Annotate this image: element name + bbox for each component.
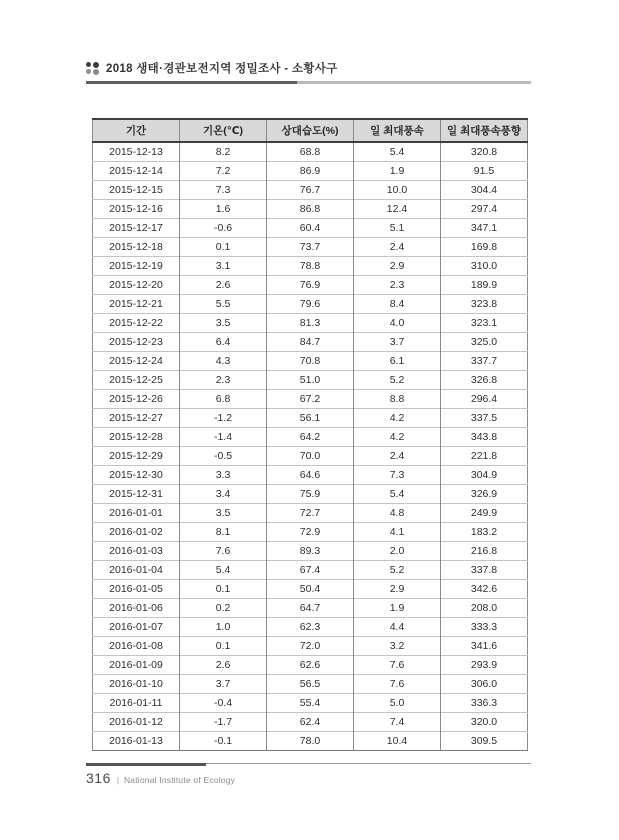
- table-cell: 72.9: [267, 523, 354, 542]
- table-cell: 91.5: [441, 162, 528, 181]
- table-cell: 55.4: [267, 694, 354, 713]
- table-cell: 3.5: [180, 314, 267, 333]
- table-cell: 3.5: [180, 504, 267, 523]
- table-cell: 68.8: [267, 142, 354, 162]
- table-cell: -0.5: [180, 447, 267, 466]
- table-cell: 56.5: [267, 675, 354, 694]
- table-cell: 5.0: [354, 694, 441, 713]
- table-cell: 310.0: [441, 257, 528, 276]
- page-header: [86, 60, 338, 76]
- table-row: [93, 542, 528, 561]
- table-cell: 5.2: [354, 371, 441, 390]
- table-cell: 326.8: [441, 371, 528, 390]
- footer-separator: |: [116, 776, 119, 785]
- table-cell: 2016-01-09: [93, 656, 180, 675]
- table-cell: 3.7: [354, 333, 441, 352]
- table-cell: 2.0: [354, 542, 441, 561]
- table-row: [93, 352, 528, 371]
- table-cell: 2.3: [354, 276, 441, 295]
- dots-grid-icon: [86, 62, 99, 75]
- table-cell: 4.4: [354, 618, 441, 637]
- table-cell: 6.4: [180, 333, 267, 352]
- table-cell: 183.2: [441, 523, 528, 542]
- table-cell: 2.6: [180, 656, 267, 675]
- table-cell: 64.6: [267, 466, 354, 485]
- table-cell: 4.2: [354, 428, 441, 447]
- table-cell: 2015-12-25: [93, 371, 180, 390]
- table-cell: 2016-01-05: [93, 580, 180, 599]
- table-cell: 2015-12-19: [93, 257, 180, 276]
- column-header-max-wind-speed: 일 최대풍속: [354, 119, 441, 142]
- table-cell: 249.9: [441, 504, 528, 523]
- table-row: [93, 713, 528, 732]
- table-row: [93, 428, 528, 447]
- table-row: [93, 675, 528, 694]
- table-cell: 72.7: [267, 504, 354, 523]
- table-cell: 0.1: [180, 637, 267, 656]
- header-divider: [86, 81, 531, 84]
- table-cell: 73.7: [267, 238, 354, 257]
- table-cell: 67.2: [267, 390, 354, 409]
- table-cell: 78.0: [267, 732, 354, 751]
- table-cell: 5.1: [354, 219, 441, 238]
- page-title: 2018 생태·경관보전지역 정밀조사 - 소황사구: [106, 63, 338, 75]
- table-cell: 67.4: [267, 561, 354, 580]
- table-cell: -0.6: [180, 219, 267, 238]
- table-cell: 64.2: [267, 428, 354, 447]
- footer-divider: [86, 763, 531, 766]
- table-row: [93, 333, 528, 352]
- table-cell: 0.2: [180, 599, 267, 618]
- table-cell: 86.9: [267, 162, 354, 181]
- table-row: [93, 390, 528, 409]
- table-cell: -1.4: [180, 428, 267, 447]
- table-cell: 1.0: [180, 618, 267, 637]
- table-cell: 2015-12-14: [93, 162, 180, 181]
- table-row: [93, 580, 528, 599]
- table-header: [93, 119, 528, 142]
- column-header-temperature: 기온(℃): [180, 119, 267, 142]
- table-row: [93, 466, 528, 485]
- table-header-row: [93, 119, 528, 142]
- table-cell: 293.9: [441, 656, 528, 675]
- table-cell: 5.4: [180, 561, 267, 580]
- table-cell: -0.4: [180, 694, 267, 713]
- table-cell: 2016-01-04: [93, 561, 180, 580]
- table-cell: 325.0: [441, 333, 528, 352]
- table-cell: 75.9: [267, 485, 354, 504]
- table-cell: 3.4: [180, 485, 267, 504]
- table-cell: 7.3: [354, 466, 441, 485]
- table-cell: 2015-12-16: [93, 200, 180, 219]
- table-row: [93, 504, 528, 523]
- table-row: [93, 618, 528, 637]
- table-cell: 320.0: [441, 713, 528, 732]
- table-cell: 343.8: [441, 428, 528, 447]
- table-row: [93, 523, 528, 542]
- table-cell: 2015-12-17: [93, 219, 180, 238]
- table-cell: 2016-01-02: [93, 523, 180, 542]
- table-cell: 84.7: [267, 333, 354, 352]
- table-cell: 79.6: [267, 295, 354, 314]
- table-row: [93, 409, 528, 428]
- column-header-max-wind-direction: 일 최대풍속풍향: [441, 119, 528, 142]
- table-cell: 2015-12-23: [93, 333, 180, 352]
- table-cell: 2016-01-08: [93, 637, 180, 656]
- page-number: 316: [86, 770, 111, 786]
- table-cell: 7.6: [354, 656, 441, 675]
- table-cell: 6.8: [180, 390, 267, 409]
- table-cell: 304.4: [441, 181, 528, 200]
- table-cell: 336.3: [441, 694, 528, 713]
- table-cell: 50.4: [267, 580, 354, 599]
- table-cell: 2016-01-01: [93, 504, 180, 523]
- table-cell: 2.3: [180, 371, 267, 390]
- table-cell: 2.6: [180, 276, 267, 295]
- table-cell: 81.3: [267, 314, 354, 333]
- table-row: [93, 637, 528, 656]
- table-cell: 4.1: [354, 523, 441, 542]
- table-row: [93, 371, 528, 390]
- table-cell: 62.6: [267, 656, 354, 675]
- table-cell: 2015-12-15: [93, 181, 180, 200]
- table-cell: 2015-12-27: [93, 409, 180, 428]
- table-row: [93, 694, 528, 713]
- column-header-period: 기간: [93, 119, 180, 142]
- table-cell: 2015-12-30: [93, 466, 180, 485]
- table-cell: 0.1: [180, 580, 267, 599]
- table-cell: 7.6: [354, 675, 441, 694]
- table-cell: -0.1: [180, 732, 267, 751]
- table-cell: 4.3: [180, 352, 267, 371]
- table-cell: 7.4: [354, 713, 441, 732]
- table-body: [93, 142, 528, 751]
- table-row: [93, 599, 528, 618]
- table-cell: 51.0: [267, 371, 354, 390]
- table-row: [93, 257, 528, 276]
- table-row: [93, 162, 528, 181]
- table-row: [93, 447, 528, 466]
- table-cell: 70.0: [267, 447, 354, 466]
- table-cell: 78.8: [267, 257, 354, 276]
- table-cell: 8.1: [180, 523, 267, 542]
- table-cell: 62.3: [267, 618, 354, 637]
- table-cell: 8.2: [180, 142, 267, 162]
- table-cell: 76.7: [267, 181, 354, 200]
- table-cell: 169.8: [441, 238, 528, 257]
- table-cell: 4.2: [354, 409, 441, 428]
- table-cell: 2015-12-29: [93, 447, 180, 466]
- table-cell: 2.4: [354, 238, 441, 257]
- table-cell: 2015-12-18: [93, 238, 180, 257]
- table-cell: 2016-01-13: [93, 732, 180, 751]
- table-cell: 12.4: [354, 200, 441, 219]
- table-cell: 3.1: [180, 257, 267, 276]
- table-cell: 56.1: [267, 409, 354, 428]
- table-cell: 2015-12-22: [93, 314, 180, 333]
- table-cell: 72.0: [267, 637, 354, 656]
- table-row: [93, 295, 528, 314]
- table-cell: 342.6: [441, 580, 528, 599]
- table-cell: 323.8: [441, 295, 528, 314]
- table-cell: 2015-12-20: [93, 276, 180, 295]
- column-header-humidity: 상대습도(%): [267, 119, 354, 142]
- table-cell: 8.8: [354, 390, 441, 409]
- table-cell: 221.8: [441, 447, 528, 466]
- table-cell: 70.8: [267, 352, 354, 371]
- table-row: [93, 656, 528, 675]
- table-cell: 5.5: [180, 295, 267, 314]
- weather-data-table: [92, 118, 528, 751]
- table-cell: 7.3: [180, 181, 267, 200]
- table-cell: 5.4: [354, 485, 441, 504]
- table-cell: 323.1: [441, 314, 528, 333]
- table-row: [93, 485, 528, 504]
- table-cell: 2015-12-13: [109, 146, 163, 158]
- table-cell: 1.9: [354, 599, 441, 618]
- table-cell: 208.0: [441, 599, 528, 618]
- table-cell: 2015-12-21: [93, 295, 180, 314]
- table-cell: -1.2: [180, 409, 267, 428]
- page-footer: [86, 770, 235, 786]
- table-cell: 306.0: [441, 675, 528, 694]
- table-cell: 2.9: [354, 257, 441, 276]
- table-cell: 189.9: [441, 276, 528, 295]
- table-cell: 2016-01-06: [93, 599, 180, 618]
- table-cell: 2015-12-24: [93, 352, 180, 371]
- table-cell: 304.9: [441, 466, 528, 485]
- table-cell: 10.4: [354, 732, 441, 751]
- table-cell: 341.6: [441, 637, 528, 656]
- table-cell: 337.8: [441, 561, 528, 580]
- table-row: [93, 732, 528, 751]
- table-cell: 2016-01-07: [93, 618, 180, 637]
- table-cell: 2.4: [354, 447, 441, 466]
- table-cell: 309.5: [441, 732, 528, 751]
- table-cell: 5.2: [354, 561, 441, 580]
- table-cell: 10.0: [354, 181, 441, 200]
- table-cell: 0.1: [180, 238, 267, 257]
- table-row: [93, 238, 528, 257]
- table-cell: 297.4: [441, 200, 528, 219]
- table-row: [93, 314, 528, 333]
- table-cell: 1.6: [180, 200, 267, 219]
- table-cell: 337.7: [441, 352, 528, 371]
- table-cell: 4.8: [354, 504, 441, 523]
- table-row: [93, 219, 528, 238]
- table-cell: 2015-12-31: [93, 485, 180, 504]
- table-cell: 5.4: [354, 142, 441, 162]
- table-row: [93, 181, 528, 200]
- table-cell: 296.4: [441, 390, 528, 409]
- table-cell: 2016-01-12: [93, 713, 180, 732]
- table-row: [93, 200, 528, 219]
- table-cell: 8.4: [354, 295, 441, 314]
- table-cell: 337.5: [441, 409, 528, 428]
- table-cell: 60.4: [267, 219, 354, 238]
- table-cell: 216.8: [441, 542, 528, 561]
- table-cell: 2016-01-10: [93, 675, 180, 694]
- table-cell: 86.8: [267, 200, 354, 219]
- table-cell: 4.0: [354, 314, 441, 333]
- table-cell: 2016-01-11: [93, 694, 180, 713]
- table-cell: 7.2: [180, 162, 267, 181]
- table-cell: 89.3: [267, 542, 354, 561]
- table-row: [93, 276, 528, 295]
- table-cell: 6.1: [354, 352, 441, 371]
- table-cell: 2016-01-03: [93, 542, 180, 561]
- table-cell: 3.2: [354, 637, 441, 656]
- table-cell: 2015-12-26: [93, 390, 180, 409]
- table-cell: 3.7: [180, 675, 267, 694]
- table-cell: 333.3: [441, 618, 528, 637]
- table-cell: 2015-12-28: [93, 428, 180, 447]
- table-cell: 347.1: [441, 219, 528, 238]
- table-cell: 3.3: [180, 466, 267, 485]
- table-row: [93, 561, 528, 580]
- table-cell: 7.6: [180, 542, 267, 561]
- institute-name: National Institute of Ecology: [123, 775, 236, 785]
- table-row: [93, 142, 528, 162]
- table-cell: 76.9: [267, 276, 354, 295]
- table-cell: 2.9: [354, 580, 441, 599]
- table-cell: 64.7: [267, 599, 354, 618]
- table-cell: 320.8: [441, 142, 528, 162]
- table-cell: 326.9: [441, 485, 528, 504]
- table-cell: 1.9: [354, 162, 441, 181]
- table-cell: -1.7: [180, 713, 267, 732]
- table-cell: 62.4: [267, 713, 354, 732]
